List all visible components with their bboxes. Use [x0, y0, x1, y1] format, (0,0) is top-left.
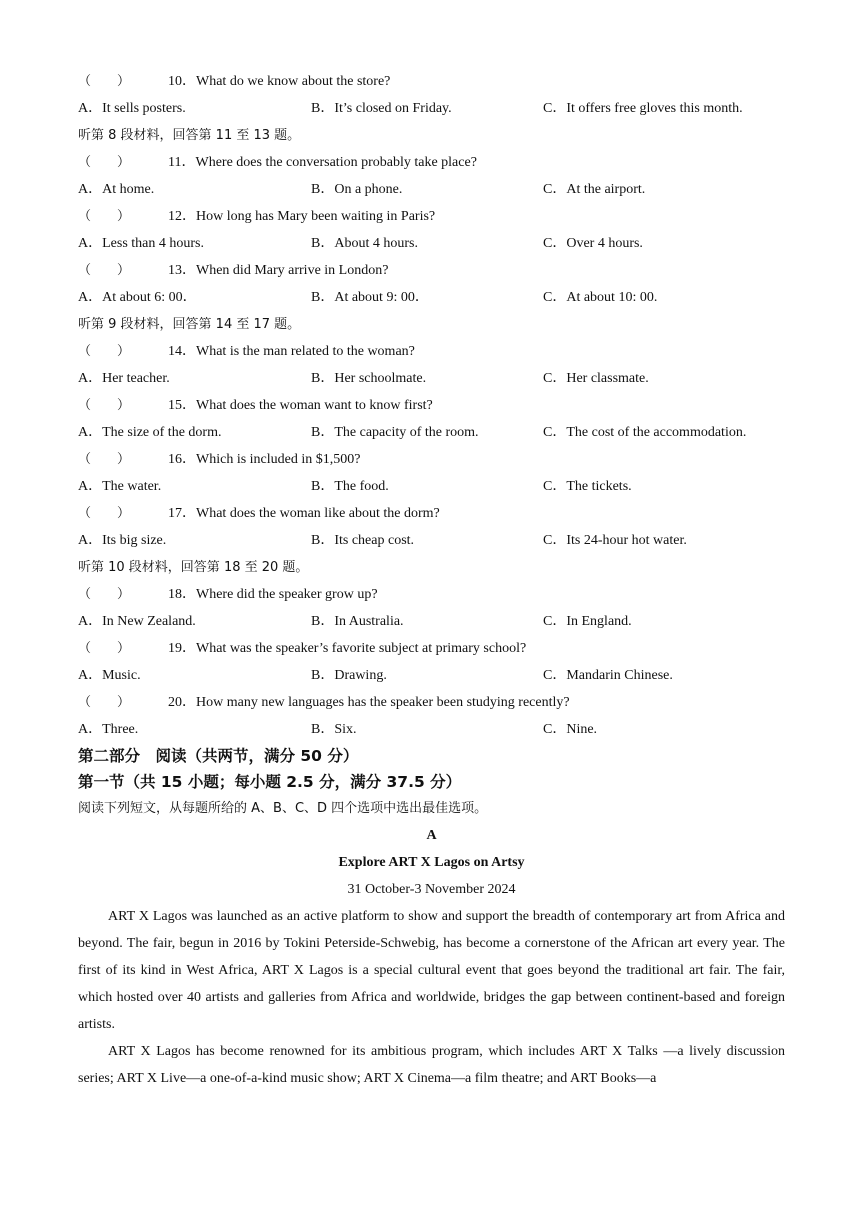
answer-blank: （ ） [78, 155, 131, 170]
question-text: 14．What is the man related to the woman? [168, 344, 415, 359]
question-group-14-17 [78, 338, 785, 554]
question-stem [78, 203, 785, 230]
answer-blank: （ ） [78, 695, 131, 710]
option-c: C．The cost of the accommodation. [543, 425, 747, 440]
option-c: C．In England. [543, 614, 632, 629]
answer-blank: （ ） [78, 209, 131, 224]
option-row [78, 230, 785, 257]
question-stem [78, 149, 785, 176]
question-stem [78, 500, 785, 527]
listening-instruction-8: 听第 8 段材料，回答第 11 至 13 题。 [78, 128, 301, 143]
answer-blank: （ ） [78, 506, 131, 521]
option-row [78, 662, 785, 689]
question-text: 11．Where does the conversation probably take place? [168, 155, 477, 170]
option-c: C．Nine. [543, 722, 598, 737]
question-text: 19．What was the speaker’s favorite subject at primary school? [168, 641, 527, 656]
question-text: 15．What does the woman want to know first? [168, 398, 433, 413]
answer-blank: （ ） [78, 452, 131, 467]
question-stem [78, 257, 785, 284]
question-group-18-20 [78, 581, 785, 743]
option-row [78, 527, 785, 554]
option-c: C．Her classmate. [543, 371, 649, 386]
option-row [78, 365, 785, 392]
reading-instruction: 阅读下列短文，从每题所给的 A、B、C、D 四个选项中选出最佳选项。 [78, 801, 488, 816]
passage-paragraph-1: ART X Lagos was launched as an active platform to show and support the breadth of contemporary art from Africa and beyond. The fair, begun in 2016 by Tokini Peterside-Schwebig, has become a cornerstone of the African art every year. The first of its kind in West Africa, ART X Lagos is a special cultural event that goes beyond the traditional art fair. The fair, which hosted over 40 artists and galleries from Africa and worldwide, bridges the gap between continent-based and foreign artists. [78, 909, 785, 1032]
question-stem [78, 689, 785, 716]
question-stem [78, 446, 785, 473]
answer-blank: （ ） [78, 344, 131, 359]
answer-blank: （ ） [78, 263, 131, 278]
question-text: 20．How many new languages has the speaker been studying recently? [168, 695, 570, 710]
option-b: B．Its cheap cost. [311, 533, 415, 548]
option-a: A．Her teacher. [78, 371, 170, 386]
option-a: A．At home. [78, 182, 155, 197]
option-a: A．It sells posters. [78, 101, 186, 116]
question-text: 16．Which is included in $1,500? [168, 452, 361, 467]
option-a: A．Three. [78, 722, 139, 737]
question-stem [78, 338, 785, 365]
option-b: B．Her schoolmate. [311, 371, 427, 386]
question-text: 17．What does the woman like about the dorm? [168, 506, 440, 521]
question-stem [78, 68, 785, 95]
answer-blank: （ ） [78, 641, 131, 656]
option-b: B．Six. [311, 722, 357, 737]
option-row [78, 716, 785, 743]
option-b: B．At about 9: 00． [311, 290, 429, 305]
option-a: A．Music. [78, 668, 141, 683]
option-b: B．On a phone. [311, 182, 403, 197]
option-c: C．At about 10: 00. [543, 290, 658, 305]
option-c: C．At the airport. [543, 182, 646, 197]
option-c: C．Its 24-hour hot water. [543, 533, 687, 548]
option-b: B．It’s closed on Friday. [311, 101, 452, 116]
option-row [78, 284, 785, 311]
answer-blank: （ ） [78, 398, 131, 413]
question-text: 13．When did Mary arrive in London? [168, 263, 389, 278]
option-c: C．The tickets. [543, 479, 632, 494]
option-row [78, 95, 785, 122]
question-text: 12．How long has Mary been waiting in Paris? [168, 209, 436, 224]
passage-letter: A [426, 828, 437, 843]
option-a: A．At about 6: 00． [78, 290, 197, 305]
option-b: B．Drawing. [311, 668, 387, 683]
question-stem [78, 635, 785, 662]
listening-instruction-9: 听第 9 段材料，回答第 14 至 17 题。 [78, 317, 301, 332]
passage-paragraph-2: ART X Lagos has become renowned for its ambitious program, which includes ART X Talks —a lively discussion series; ART X Live—a one-of-a-kind music show; ART X Cinema—a film theatre; and ART Books—a [78, 1044, 785, 1086]
question-group-10 [78, 68, 785, 122]
option-a: A．Less than 4 hours. [78, 236, 204, 251]
page-content [78, 68, 785, 1092]
option-b: B．About 4 hours. [311, 236, 418, 251]
option-row [78, 608, 785, 635]
passage-date: 31 October-3 November 2024 [347, 882, 516, 897]
question-stem [78, 581, 785, 608]
option-row [78, 473, 785, 500]
section-one-heading: 第一节（共 15 小题；每小题 2.5 分，满分 37.5 分） [78, 773, 462, 791]
question-text: 18．Where did the speaker grow up? [168, 587, 378, 602]
option-c: C．It offers free gloves this month. [543, 101, 743, 116]
option-row [78, 176, 785, 203]
option-a: A．The water. [78, 479, 162, 494]
option-a: A．The size of the dorm. [78, 425, 222, 440]
answer-blank: （ ） [78, 74, 131, 89]
question-stem [78, 392, 785, 419]
option-b: B．In Australia. [311, 614, 404, 629]
option-row [78, 419, 785, 446]
option-a: A．Its big size. [78, 533, 167, 548]
option-b: B．The food. [311, 479, 389, 494]
passage-title: Explore ART X Lagos on Artsy [338, 855, 525, 870]
question-group-11-13 [78, 149, 785, 311]
question-text: 10．What do we know about the store? [168, 74, 391, 89]
part-two-heading: 第二部分 阅读（共两节，满分 50 分） [78, 747, 359, 765]
option-c: C．Over 4 hours. [543, 236, 643, 251]
option-c: C．Mandarin Chinese. [543, 668, 673, 683]
option-a: A．In New Zealand. [78, 614, 196, 629]
answer-blank: （ ） [78, 587, 131, 602]
option-b: B．The capacity of the room. [311, 425, 479, 440]
listening-instruction-10: 听第 10 段材料，回答第 18 至 20 题。 [78, 560, 309, 575]
